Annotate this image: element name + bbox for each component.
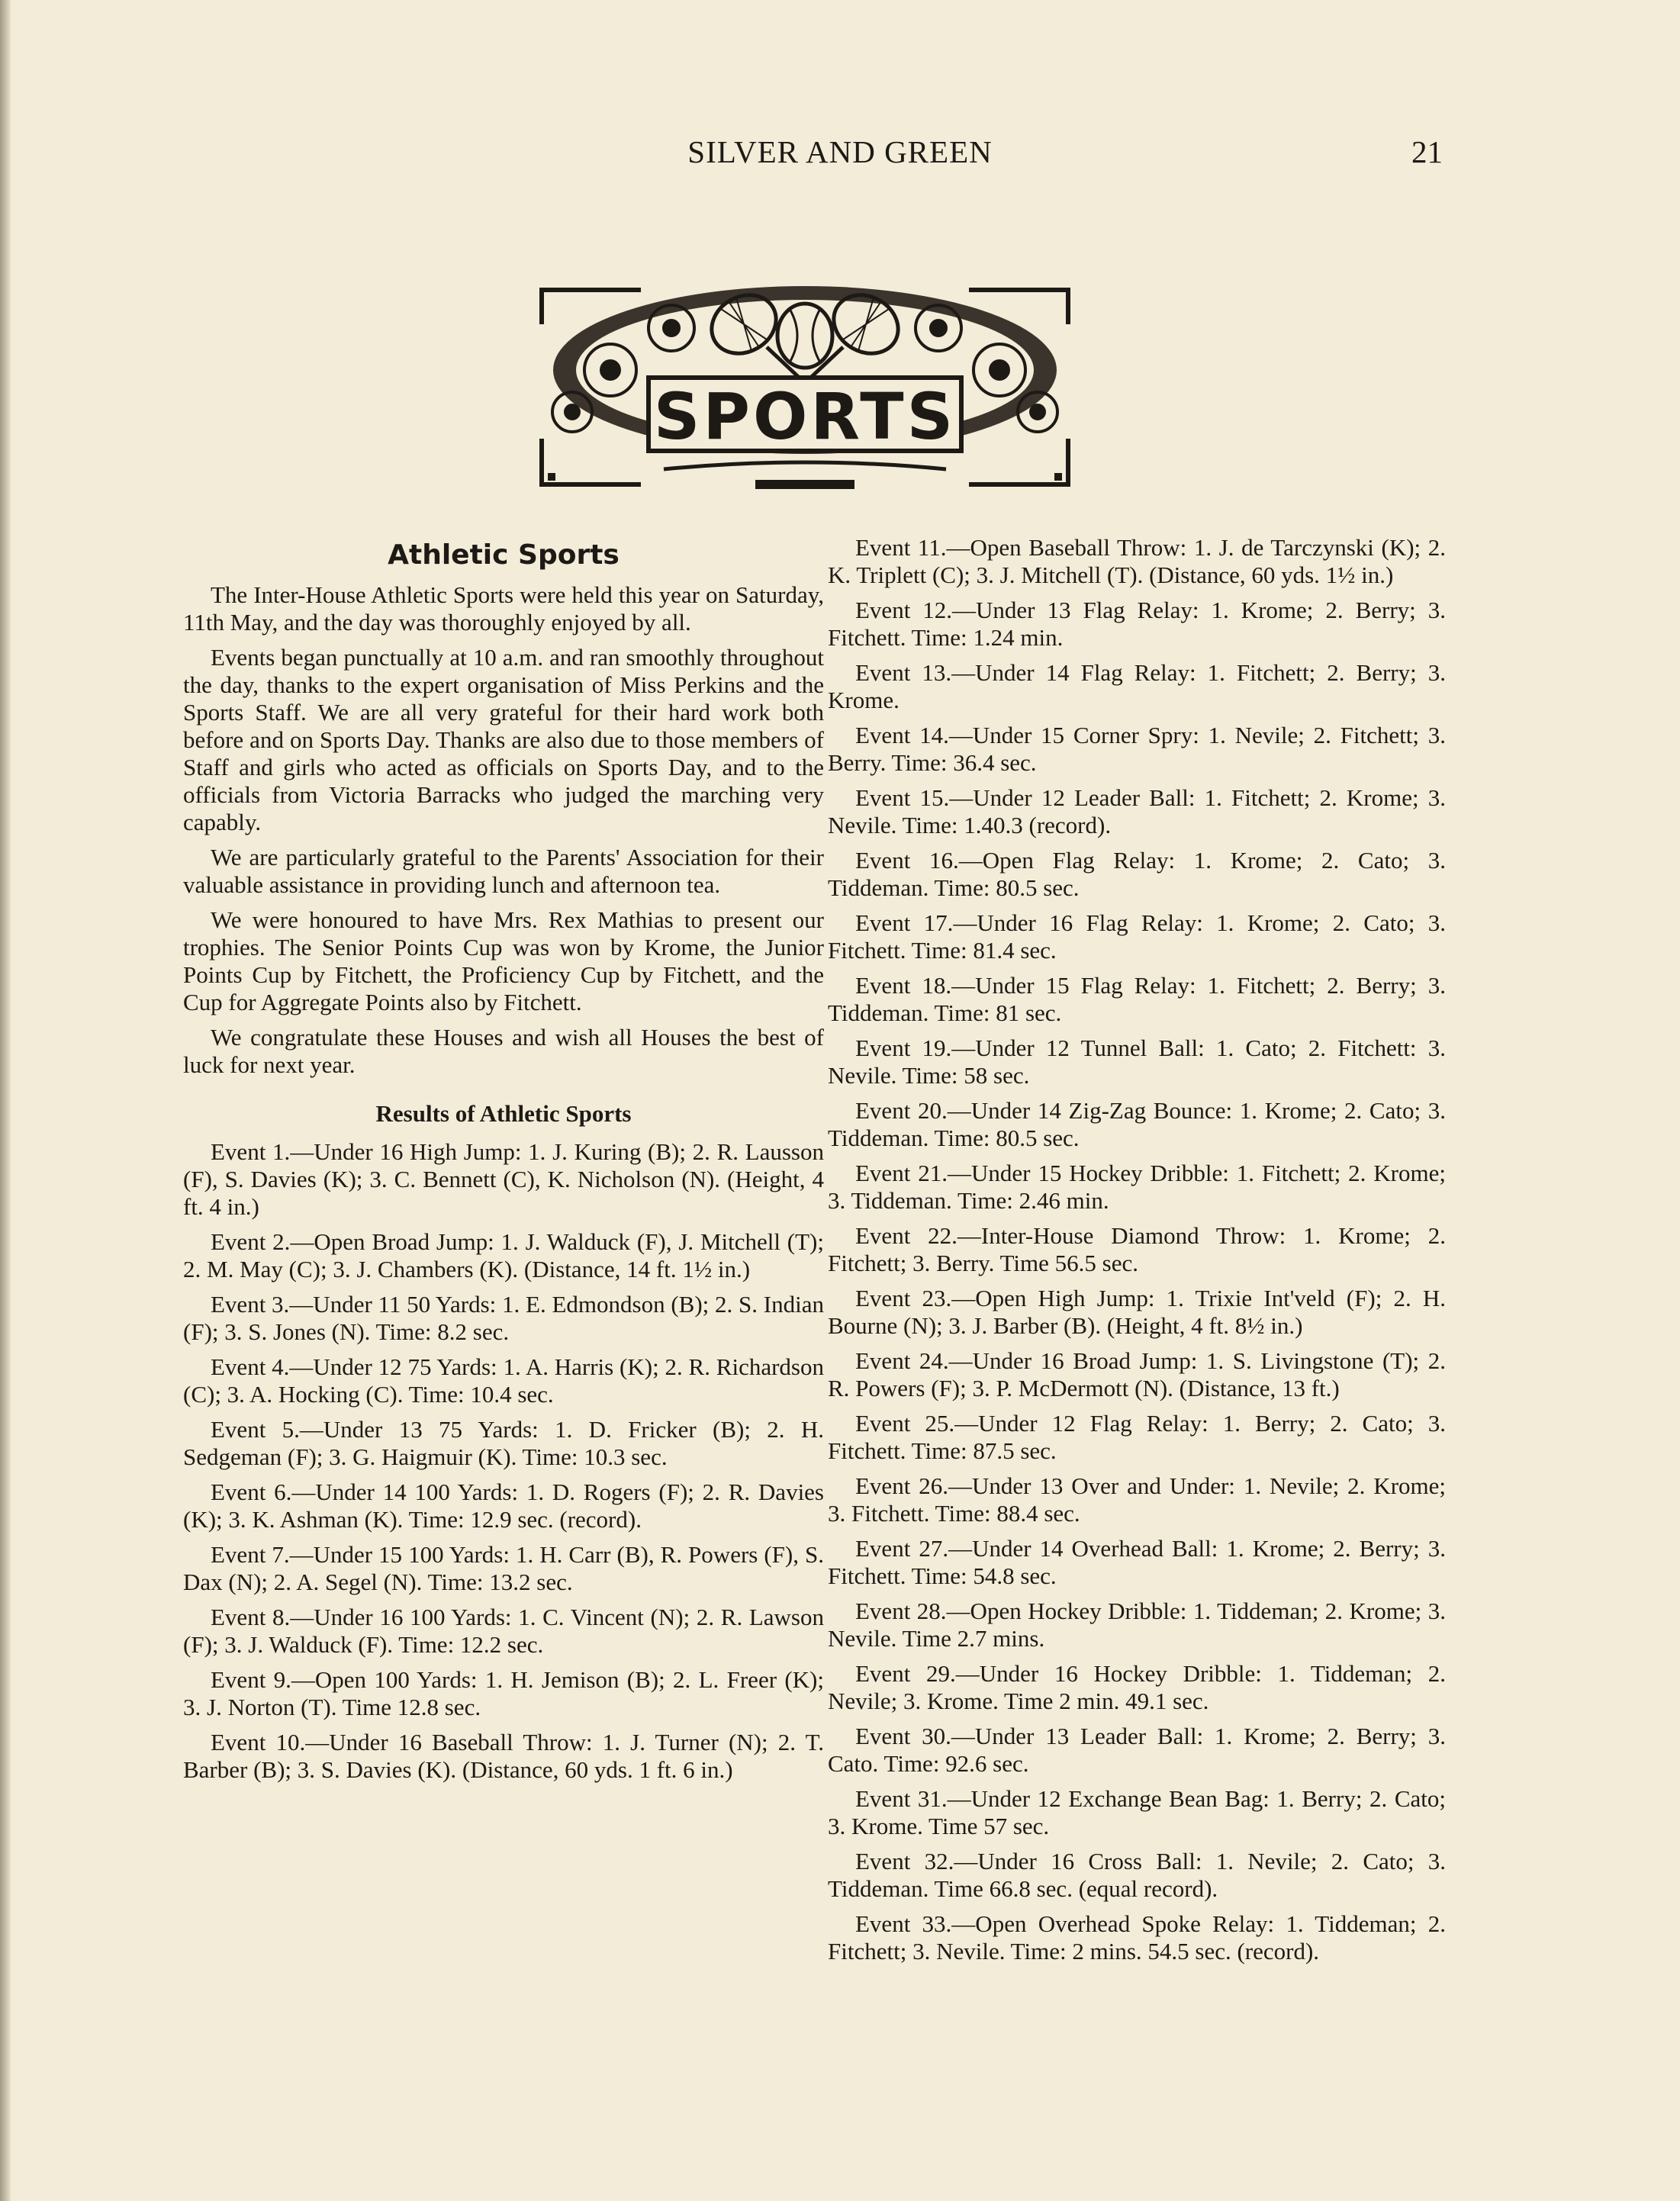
- event-result: Event 26.—Under 13 Over and Under: 1. Nevile; 2. Krome; 3. Fitchett. Time: 88.4 sec.: [828, 1472, 1446, 1527]
- running-header: [0, 134, 1680, 179]
- page-binding-edge: [0, 0, 11, 2201]
- running-title: SILVER AND GREEN: [687, 134, 993, 169]
- right-column: [828, 534, 1446, 1973]
- event-result: Event 13.—Under 14 Flag Relay: 1. Fitchett; 2. Berry; 3. Krome.: [828, 659, 1446, 713]
- event-result: Event 18.—Under 15 Flag Relay: 1. Fitchett; 2. Berry; 3. Tiddeman. Time: 81 sec.: [828, 972, 1446, 1026]
- left-column: [183, 534, 824, 1791]
- event-result: Event 32.—Under 16 Cross Ball: 1. Nevile; 2. Cato; 3. Tiddeman. Time 66.8 sec. (equal record).: [828, 1848, 1446, 1902]
- intro-paragraph: The Inter-House Athletic Sports were held this year on Saturday, 11th May, and the day was thoroughly enjoyed by all.: [183, 581, 824, 636]
- intro-paragraph: We were honoured to have Mrs. Rex Mathias to present our trophies. The Senior Points Cup was won by Krome, the Junior Points Cup by Fitchett, the Proficiency Cup by Fitchett, and the Cup for Aggregate Points also by Fitchett.: [183, 906, 824, 1015]
- event-result: Event 20.—Under 14 Zig-Zag Bounce: 1. Krome; 2. Cato; 3. Tiddeman. Time: 80.5 sec.: [828, 1097, 1446, 1151]
- event-result: Event 19.—Under 12 Tunnel Ball: 1. Cato; 2. Fitchett: 3. Nevile. Time: 58 sec.: [828, 1035, 1446, 1089]
- event-result: Event 25.—Under 12 Flag Relay: 1. Berry; 2. Cato; 3. Fitchett. Time: 87.5 sec.: [828, 1410, 1446, 1464]
- event-result: Event 30.—Under 13 Leader Ball: 1. Krome; 2. Berry; 3. Cato. Time: 92.6 sec.: [828, 1723, 1446, 1777]
- event-result: Event 3.—Under 11 50 Yards: 1. E. Edmondson (B); 2. S. Indian (F); 3. S. Jones (N). Time: 8.2 sec.: [183, 1291, 824, 1345]
- event-result: Event 7.—Under 15 100 Yards: 1. H. Carr (B), R. Powers (F), S. Dax (N); 2. A. Segel (N). Time: 13.2 sec.: [183, 1541, 824, 1595]
- intro-paragraph: We congratulate these Houses and wish all Houses the best of luck for next year.: [183, 1024, 824, 1078]
- event-result: Event 2.—Open Broad Jump: 1. J. Walduck (F), J. Mitchell (T); 2. M. May (C); 3. J. Chambers (K). (Distance, 14 ft. 1½ in.): [183, 1228, 824, 1282]
- event-result: Event 23.—Open High Jump: 1. Trixie Int'veld (F); 2. H. Bourne (N); 3. J. Barber (B). (Height, 4 ft. 8½ in.): [828, 1285, 1446, 1339]
- page-number: 21: [1411, 134, 1443, 169]
- event-result: Event 28.—Open Hockey Dribble: 1. Tiddeman; 2. Krome; 3. Nevile. Time 2.7 mins.: [828, 1598, 1446, 1652]
- event-result: Event 11.—Open Baseball Throw: 1. J. de Tarczynski (K); 2. K. Triplett (C); 3. J. Mitchell (T). (Distance, 60 yds. 1½ in.): [828, 534, 1446, 588]
- intro-paragraph: We are particularly grateful to the Parents' Association for their valuable assistance in providing lunch and afternoon tea.: [183, 844, 824, 898]
- event-result: Event 33.—Open Overhead Spoke Relay: 1. Tiddeman; 2. Fitchett; 3. Nevile. Time: 2 mins. 54.5 sec. (record).: [828, 1910, 1446, 1964]
- event-result: Event 1.—Under 16 High Jump: 1. J. Kuring (B); 2. R. Lausson (F), S. Davies (K); 3. C. Bennett (C), K. Nicholson (N). (Height, 4 ft. 4 in.): [183, 1138, 824, 1220]
- intro-paragraph: Events began punctually at 10 a.m. and ran smoothly throughout the day, thanks to the expert organisation of Miss Perkins and the Sports Staff. We are all very grateful for their hard work both before and on Sports Day. Thanks are also due to those members of Staff and girls who acted as officials on Sports Day, and to the officials from Victoria Barracks who judged the marching very capably.: [183, 644, 824, 835]
- event-result: Event 14.—Under 15 Corner Spry: 1. Nevile; 2. Fitchett; 3. Berry. Time: 36.4 sec.: [828, 722, 1446, 776]
- article-title: Athletic Sports: [388, 539, 620, 571]
- banner-title: SPORTS: [653, 379, 957, 454]
- results-title: Results of Athletic Sports: [375, 1100, 632, 1127]
- event-result: Event 27.—Under 14 Overhead Ball: 1. Krome; 2. Berry; 3. Fitchett. Time: 54.8 sec.: [828, 1535, 1446, 1589]
- event-result: Event 24.—Under 16 Broad Jump: 1. S. Livingstone (T); 2. R. Powers (F); 3. P. McDermott (N). (Distance, 13 ft.): [828, 1347, 1446, 1401]
- event-result: Event 4.—Under 12 75 Yards: 1. A. Harris (K); 2. R. Richardson (C); 3. A. Hocking (C). Time: 10.4 sec.: [183, 1353, 824, 1408]
- event-result: Event 17.—Under 16 Flag Relay: 1. Krome; 2. Cato; 3. Fitchett. Time: 81.4 sec.: [828, 909, 1446, 964]
- event-result: Event 15.—Under 12 Leader Ball: 1. Fitchett; 2. Krome; 3. Nevile. Time: 1.40.3 (record).: [828, 784, 1446, 838]
- event-result: Event 29.—Under 16 Hockey Dribble: 1. Tiddeman; 2. Nevile; 3. Krome. Time 2 min. 49.1 sec.: [828, 1660, 1446, 1714]
- event-result: Event 31.—Under 12 Exchange Bean Bag: 1. Berry; 2. Cato; 3. Krome. Time 57 sec.: [828, 1785, 1446, 1839]
- event-result: Event 6.—Under 14 100 Yards: 1. D. Rogers (F); 2. R. Davies (K); 3. K. Ashman (K). Time: 12.9 sec. (record).: [183, 1479, 824, 1533]
- event-result: Event 5.—Under 13 75 Yards: 1. D. Fricker (B); 2. H. Sedgeman (F); 3. G. Haigmuir (K). Time: 10.3 sec.: [183, 1416, 824, 1470]
- event-result: Event 8.—Under 16 100 Yards: 1. C. Vincent (N); 2. R. Lawson (F); 3. J. Walduck (F). Time: 12.2 sec.: [183, 1604, 824, 1658]
- event-result: Event 21.—Under 15 Hockey Dribble: 1. Fitchett; 2. Krome; 3. Tiddeman. Time: 2.46 min.: [828, 1160, 1446, 1214]
- event-result: Event 22.—Inter-House Diamond Throw: 1. Krome; 2. Fitchett; 3. Berry. Time 56.5 sec.: [828, 1222, 1446, 1276]
- sports-banner-illustration: [526, 256, 1083, 504]
- event-result: Event 16.—Open Flag Relay: 1. Krome; 2. Cato; 3. Tiddeman. Time: 80.5 sec.: [828, 847, 1446, 901]
- event-result: Event 10.—Under 16 Baseball Throw: 1. J. Turner (N); 2. T. Barber (B); 3. S. Davies (K). (Distance, 60 yds. 1 ft. 6 in.): [183, 1729, 824, 1783]
- event-result: Event 12.—Under 13 Flag Relay: 1. Krome; 2. Berry; 3. Fitchett. Time: 1.24 min.: [828, 597, 1446, 651]
- event-result: Event 9.—Open 100 Yards: 1. H. Jemison (B); 2. L. Freer (K); 3. J. Norton (T). Time 12.8 sec.: [183, 1666, 824, 1720]
